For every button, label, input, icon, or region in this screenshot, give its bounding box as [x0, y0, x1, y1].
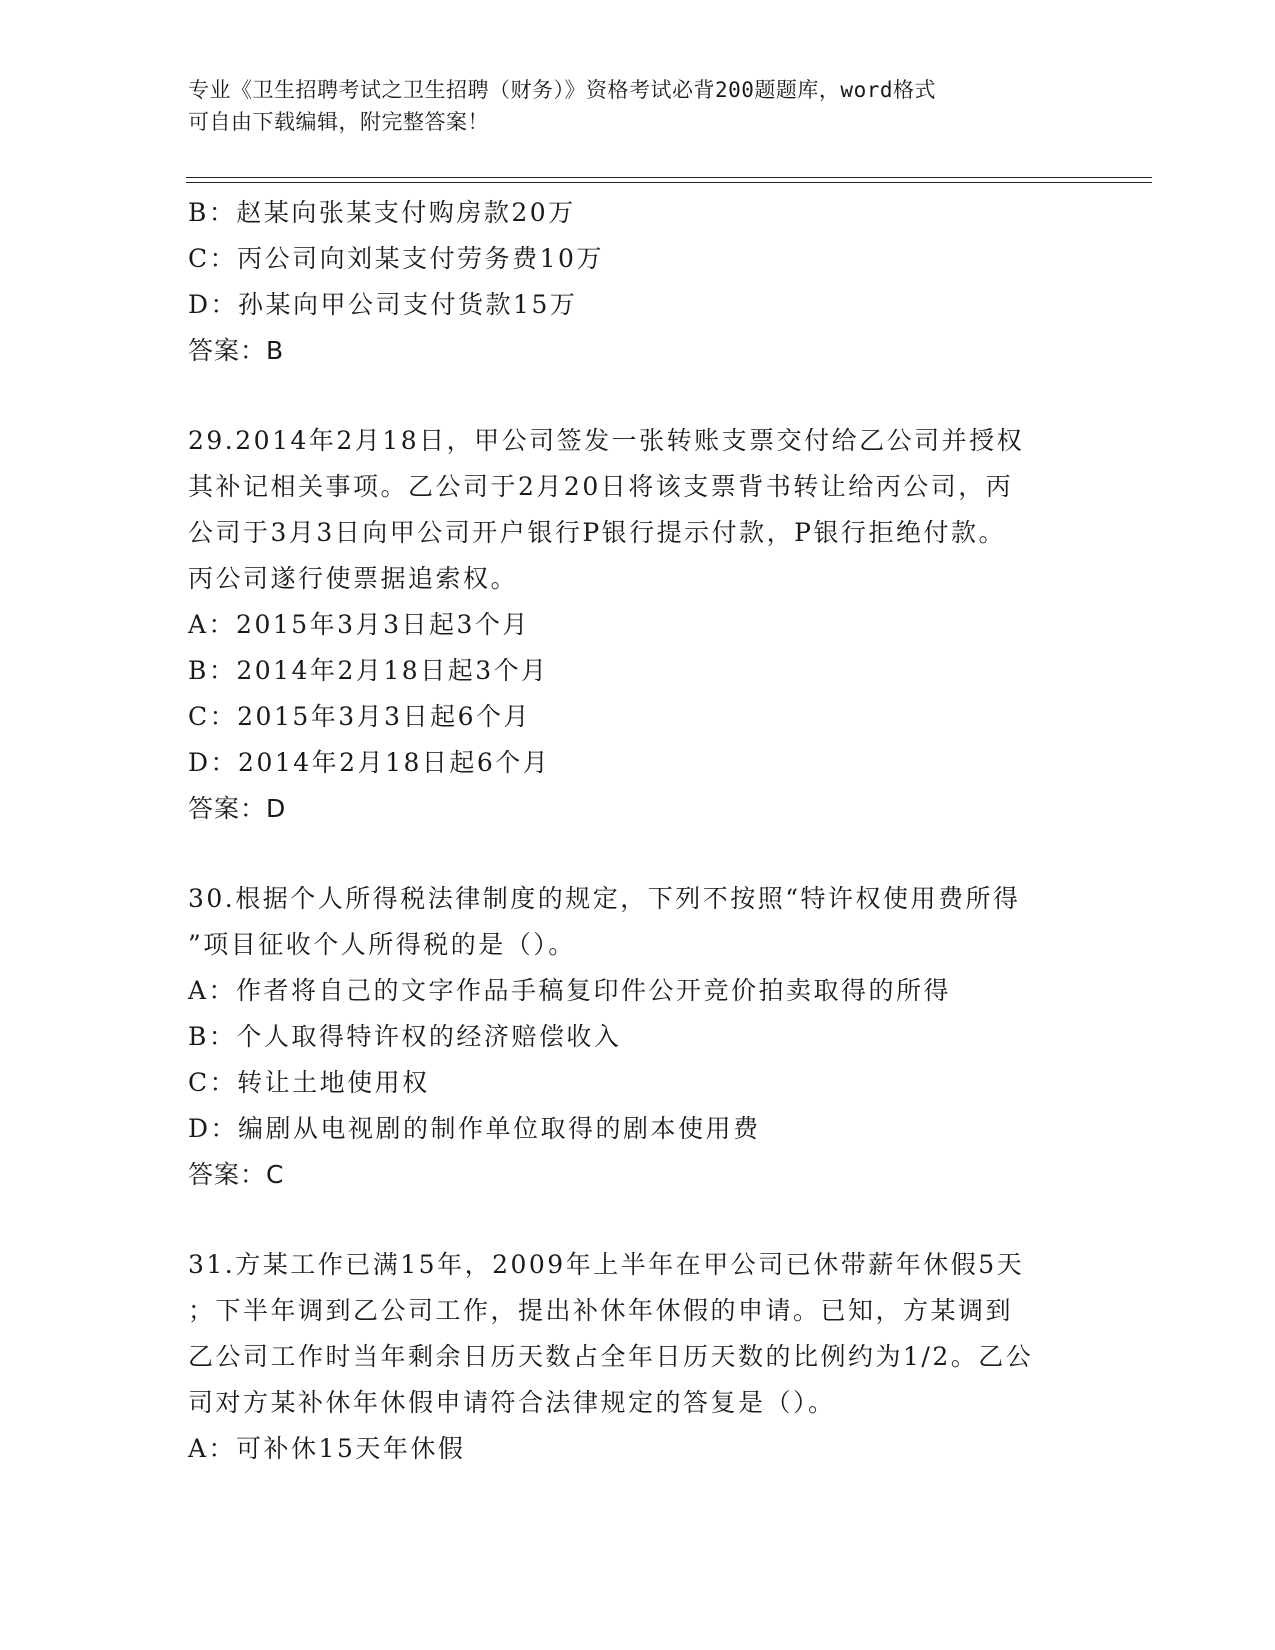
header-title-line-1: 专业《卫生招聘考试之卫生招聘（财务）》资格考试必背200题题库，word格式: [188, 78, 936, 102]
header-divider-top: [186, 177, 1152, 178]
answer-line: 答案：D: [188, 794, 287, 823]
option-d: D：孙某向甲公司支付货款15万: [188, 290, 578, 319]
option-d: D：2014年2月18日起6个月: [188, 748, 551, 777]
question-text-line: 30.根据个人所得税法律制度的规定，下列不按照“特许权使用费所得: [188, 884, 1021, 913]
question-text-line: 司对方某补休年休假申请符合法律规定的答复是（）。: [188, 1388, 836, 1417]
question-28-block: [188, 190, 1088, 374]
header-divider-bottom: [186, 182, 1152, 183]
option-b: B：个人取得特许权的经济赔偿收入: [188, 1022, 622, 1051]
question-text-line: 29.2014年2月18日，甲公司签发一张转账支票交付给乙公司并授权: [188, 426, 1025, 455]
spacer: [188, 832, 1088, 876]
option-c: C：丙公司向刘某支付劳务费10万: [188, 244, 604, 273]
document-header: [188, 74, 1088, 138]
option-d: D：编剧从电视剧的制作单位取得的剧本使用费: [188, 1114, 761, 1143]
question-29-block: [188, 418, 1088, 832]
question-text-line: 其补记相关事项。乙公司于2月20日将该支票背书转让给丙公司，丙: [188, 472, 1014, 501]
question-text-line: 丙公司遂行使票据追索权。: [188, 564, 519, 593]
question-30-block: [188, 876, 1088, 1198]
option-a: A：作者将自己的文字作品手稿复印件公开竞价拍卖取得的所得: [188, 976, 952, 1005]
question-text-line: 31.方某工作已满15年，2009年上半年在甲公司已休带薪年休假5天: [188, 1250, 1025, 1279]
question-text-line: 公司于3月3日向甲公司开户银行P银行提示付款，P银行拒绝付款。: [188, 518, 1006, 547]
question-31-block: [188, 1242, 1088, 1472]
spacer: [188, 1198, 1088, 1242]
answer-line: 答案：B: [188, 336, 285, 365]
answer-line: 答案：C: [188, 1160, 285, 1189]
option-b: B：2014年2月18日起3个月: [188, 656, 549, 685]
option-b: B：赵某向张某支付购房款20万: [188, 198, 576, 227]
option-a: A：2015年3月3日起3个月: [188, 610, 530, 639]
header-title-line-2: 可自由下载编辑，附完整答案！: [188, 110, 489, 134]
question-text-line: ；下半年调到乙公司工作，提出补休年休假的申请。已知，方某调到: [188, 1296, 1014, 1325]
question-text-line: ”项目征收个人所得税的是（）。: [188, 930, 576, 959]
question-list: [188, 190, 1088, 1472]
spacer: [188, 374, 1088, 418]
option-a: A：可补休15天年休假: [188, 1434, 466, 1463]
option-c: C：2015年3月3日起6个月: [188, 702, 531, 731]
option-c: C：转让土地使用权: [188, 1068, 430, 1097]
question-text-line: 乙公司工作时当年剩余日历天数占全年日历天数的比例约为1/2。乙公: [188, 1342, 1034, 1371]
